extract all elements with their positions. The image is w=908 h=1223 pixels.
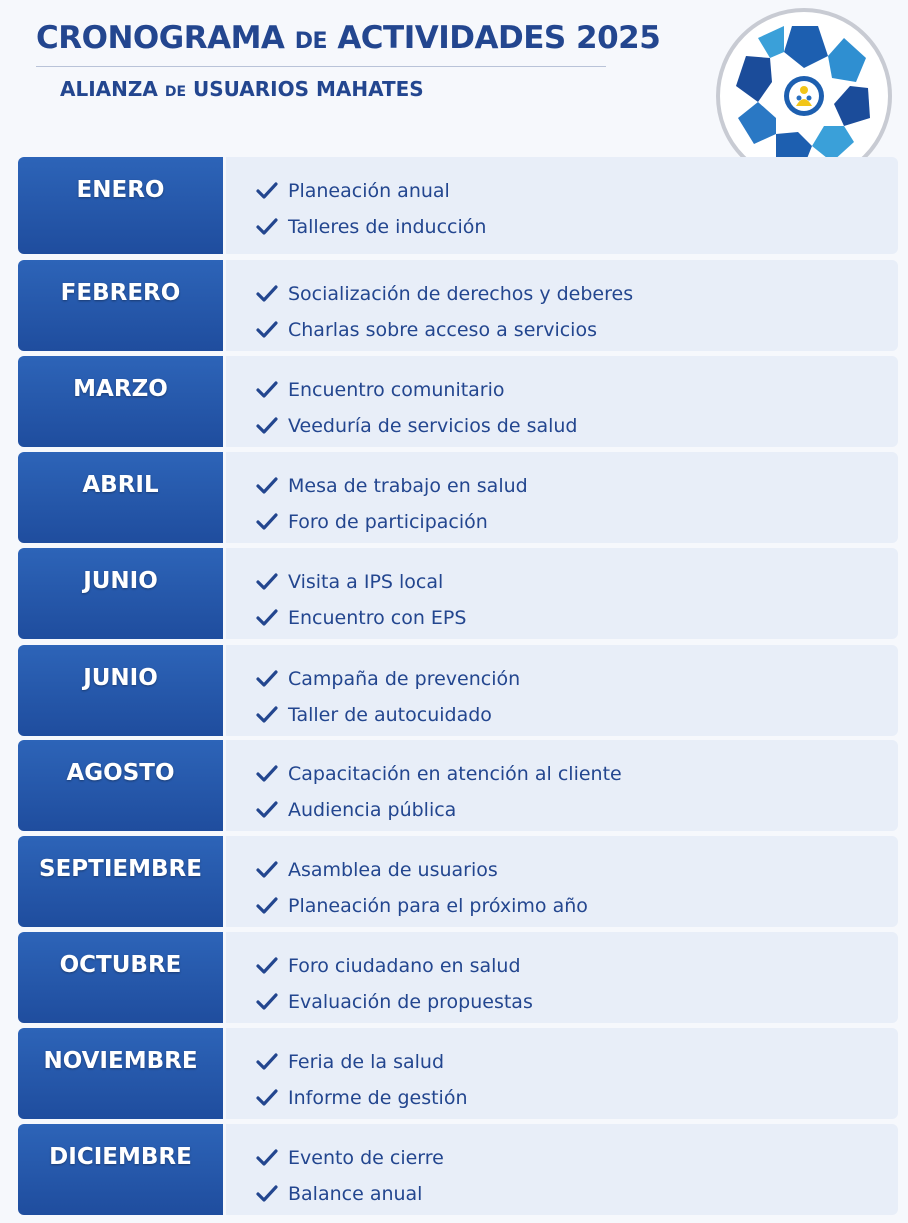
activity-item (256, 564, 898, 600)
activity-list (226, 1124, 898, 1215)
activity-item (256, 173, 898, 209)
activity-text: Audiencia pública (288, 799, 457, 821)
activity-text: Feria de la salud (288, 1051, 445, 1073)
header (36, 18, 661, 101)
month-label: AGOSTO (18, 740, 223, 831)
schedule-row (18, 260, 898, 351)
activity-item (256, 661, 898, 697)
checkmark-icon (256, 669, 288, 689)
schedule-row (18, 1124, 898, 1215)
checkmark-icon (256, 416, 288, 436)
activity-item (256, 209, 898, 245)
checkmark-icon (256, 896, 288, 916)
activity-text: Visita a IPS local (288, 571, 444, 593)
checkmark-icon (256, 860, 288, 880)
checkmark-icon (256, 800, 288, 820)
schedule-row (18, 157, 898, 254)
checkmark-icon (256, 608, 288, 628)
activity-item (256, 1176, 898, 1212)
checkmark-icon (256, 1148, 288, 1168)
checkmark-icon (256, 181, 288, 201)
activity-text: Taller de autocuidado (288, 704, 492, 726)
activity-list (226, 1028, 898, 1119)
month-label: SEPTIEMBRE (18, 836, 223, 927)
checkmark-icon (256, 1088, 288, 1108)
checkmark-icon (256, 992, 288, 1012)
subtitle-de: DE (164, 84, 187, 100)
checkmark-icon (256, 284, 288, 304)
activity-text: Foro de participación (288, 511, 488, 533)
month-label: ABRIL (18, 452, 223, 543)
activity-text: Veeduría de servicios de salud (288, 415, 578, 437)
title-divider (36, 66, 606, 67)
schedule-row (18, 548, 898, 639)
activity-item (256, 852, 898, 888)
schedule-row (18, 645, 898, 736)
activity-list (226, 548, 898, 639)
month-label: NOVIEMBRE (18, 1028, 223, 1119)
activity-item (256, 792, 898, 828)
month-label: MARZO (18, 356, 223, 447)
checkmark-icon (256, 1184, 288, 1204)
activity-item (256, 984, 898, 1020)
title-de: DE (294, 29, 328, 54)
activity-item (256, 1080, 898, 1116)
checkmark-icon (256, 217, 288, 237)
activity-item (256, 1140, 898, 1176)
schedule-row (18, 836, 898, 927)
checkmark-icon (256, 476, 288, 496)
activity-text: Encuentro con EPS (288, 607, 467, 629)
activity-text: Charlas sobre acceso a servicios (288, 319, 597, 341)
month-label: OCTUBRE (18, 932, 223, 1023)
activity-list (226, 260, 898, 351)
activity-text: Informe de gestión (288, 1087, 468, 1109)
activity-item (256, 600, 898, 636)
activity-list (226, 452, 898, 543)
activity-text: Socialización de derechos y deberes (288, 283, 634, 305)
checkmark-icon (256, 320, 288, 340)
activity-text: Mesa de trabajo en salud (288, 475, 528, 497)
page-title (36, 18, 661, 62)
schedule-row (18, 452, 898, 543)
title-part1: CRONOGRAMA (36, 20, 285, 56)
activity-item (256, 697, 898, 733)
activity-list (226, 740, 898, 831)
checkmark-icon (256, 1052, 288, 1072)
activity-item (256, 408, 898, 444)
checkmark-icon (256, 572, 288, 592)
checkmark-icon (256, 956, 288, 976)
activity-item (256, 1044, 898, 1080)
schedule-row (18, 932, 898, 1023)
subtitle-part1: ALIANZA (60, 77, 158, 101)
activity-item (256, 312, 898, 348)
month-label: DICIEMBRE (18, 1124, 223, 1215)
activity-text: Planeación anual (288, 180, 450, 202)
activity-text: Talleres de inducción (288, 216, 487, 238)
month-label: ENERO (18, 157, 223, 254)
activity-text: Evaluación de propuestas (288, 991, 533, 1013)
activity-text: Balance anual (288, 1183, 423, 1205)
subtitle-part2: USUARIOS MAHATES (193, 77, 424, 101)
activity-list (226, 356, 898, 447)
schedule-row (18, 740, 898, 831)
month-label: JUNIO (18, 548, 223, 639)
month-label: FEBRERO (18, 260, 223, 351)
activity-list (226, 836, 898, 927)
activity-item (256, 888, 898, 924)
activity-text: Evento de cierre (288, 1147, 444, 1169)
activity-item (256, 276, 898, 312)
schedule-row (18, 1028, 898, 1119)
schedule-row (18, 356, 898, 447)
activity-text: Asamblea de usuarios (288, 859, 498, 881)
activity-text: Encuentro comunitario (288, 379, 505, 401)
activity-item (256, 756, 898, 792)
activity-list (226, 157, 898, 254)
activity-list (226, 645, 898, 736)
page-subtitle (60, 77, 606, 101)
activity-text: Campaña de prevención (288, 668, 521, 690)
activity-list (226, 932, 898, 1023)
activity-item (256, 504, 898, 540)
hands-circle-icon (720, 12, 888, 180)
checkmark-icon (256, 764, 288, 784)
activity-text: Capacitación en atención al cliente (288, 763, 622, 785)
checkmark-icon (256, 705, 288, 725)
month-label: JUNIO (18, 645, 223, 736)
activity-text: Foro ciudadano en salud (288, 955, 521, 977)
checkmark-icon (256, 512, 288, 532)
activity-item (256, 468, 898, 504)
title-part2: ACTIVIDADES 2025 (337, 20, 661, 56)
activity-item (256, 372, 898, 408)
checkmark-icon (256, 380, 288, 400)
activity-text: Planeación para el próximo año (288, 895, 588, 917)
activity-item (256, 948, 898, 984)
